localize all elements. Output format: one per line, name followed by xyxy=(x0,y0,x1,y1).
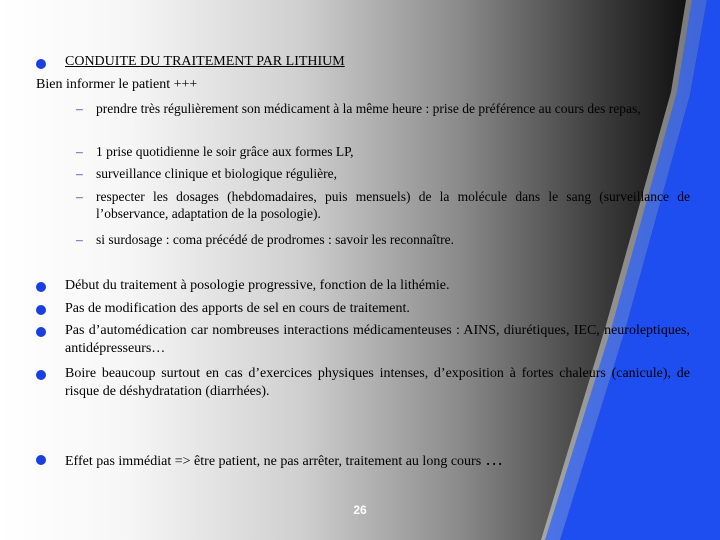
sub-item: – prendre très régulièrement son médicament à la même heure : prise de préférence au cours des repas, xyxy=(76,101,641,116)
bullet-item: Pas d’automédication car nombreuses interactions médicamenteuses : AINS, diurétiques, IEC, neuroleptiques, antidépresseurs… xyxy=(36,322,690,358)
bullet-icon xyxy=(36,455,46,465)
bullet-item: Pas de modification des apports de sel en cours de traitement. xyxy=(36,300,690,318)
intro-text: Bien informer le patient +++ xyxy=(36,77,198,92)
ellipsis: … xyxy=(485,449,507,469)
bullet-icon xyxy=(36,282,46,292)
dash-icon: – xyxy=(76,232,83,247)
bullet-item: Boire beaucoup surtout en cas d’exercices physiques intenses, d’exposition à fortes chaleurs (canicule), de risque de déshydratation (diarrhées). xyxy=(36,365,690,401)
last-bullet-text: Effet pas immédiat => être patient, ne pas arrêter, traitement au long cours xyxy=(65,454,482,469)
sub-item: – respecter les dosages (hebdomadaires, puis mensuels) de la molécule dans le sang (surveillance de l’observance, adaptation de la posologie). xyxy=(76,189,690,221)
dash-icon: – xyxy=(76,189,83,204)
slide-title: CONDUITE DU TRAITEMENT PAR LITHIUM xyxy=(65,54,345,69)
bullet-item xyxy=(36,450,690,471)
sub-item: – 1 prise quotidienne le soir grâce aux formes LP, xyxy=(76,144,354,159)
dash-icon: – xyxy=(76,101,83,116)
sub-item: – surveillance clinique et biologique régulière, xyxy=(76,166,338,181)
bullet-icon xyxy=(36,327,46,337)
bullet-icon xyxy=(36,305,46,315)
bullet-item: Début du traitement à posologie progressive, fonction de la lithémie. xyxy=(36,277,690,295)
bullet-icon xyxy=(36,59,46,69)
sub-item: – si surdosage : coma précédé de prodromes : savoir les reconnaître. xyxy=(76,232,454,247)
page-number: 26 xyxy=(353,503,367,517)
bullet-icon xyxy=(36,370,46,380)
dash-icon: – xyxy=(76,166,83,181)
dash-icon: – xyxy=(76,144,83,159)
